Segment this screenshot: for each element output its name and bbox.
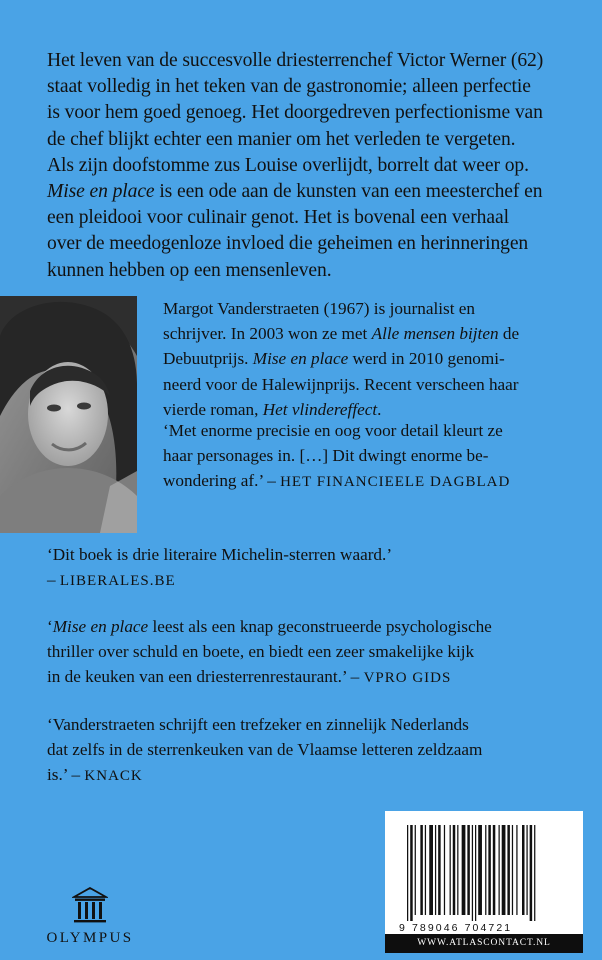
back-cover-blurb xyxy=(47,48,582,284)
barcode-bar xyxy=(534,825,535,921)
isbn-digits: 9 789046 704721 xyxy=(399,922,513,934)
bio-text: schrijver. In 2003 won ze met xyxy=(163,324,372,344)
quote-text: is.’ – xyxy=(47,765,85,785)
barcode-bar xyxy=(526,825,527,915)
quote-text: ‘ xyxy=(47,617,53,636)
book-title: Mise en place xyxy=(52,617,149,636)
quote-line xyxy=(163,468,583,495)
quote-text: wondering af.’ – xyxy=(163,471,281,491)
barcode-bar xyxy=(516,825,517,915)
bio-line xyxy=(163,321,583,346)
book-title: Alle mensen bijten xyxy=(371,324,499,344)
quote-line xyxy=(47,614,582,639)
barcode-bar xyxy=(475,825,476,921)
blurb-line: staat volledig in het teken van de gastronomie; alleen perfectie xyxy=(47,76,531,98)
blurb-line xyxy=(47,179,582,205)
quote-line: ‘Vanderstraeten schrijft een trefzeker en zinnelijk Nederlands xyxy=(47,715,469,734)
quote-source: VPRO GIDS xyxy=(363,670,452,687)
bio-text: Debuutprijs. xyxy=(163,349,253,369)
quote-line: thriller over schuld en boete, en biedt een zeer smakelijke kijk xyxy=(47,642,475,662)
review-quote xyxy=(47,614,582,692)
quote-line xyxy=(47,664,582,691)
barcode-bar xyxy=(410,825,413,921)
barcode-bar xyxy=(429,825,433,915)
barcode-bar xyxy=(493,825,496,915)
publisher-logo xyxy=(34,887,146,947)
bio-line: Margot Vanderstraeten (1967) is journalist en xyxy=(163,299,476,318)
author-photo xyxy=(0,296,137,533)
blurb-line: de chef blijkt echter een manier om het verleden te vergeten. xyxy=(47,128,516,150)
barcode-bar xyxy=(485,825,486,915)
bio-text: vierde roman, xyxy=(163,399,263,419)
barcode-bar xyxy=(478,825,482,915)
book-title: Mise en place xyxy=(252,349,349,369)
barcode-bars xyxy=(405,825,563,923)
barcode-bar xyxy=(444,825,445,915)
barcode-bar xyxy=(488,825,491,915)
book-title: Mise en place xyxy=(47,181,155,203)
blurb-line: Het leven van de succesvolle driesterrenchef Victor Werner (62) xyxy=(47,50,544,71)
bio-text: werd in 2010 genomi- xyxy=(348,349,505,369)
review-quote xyxy=(163,418,583,496)
barcode-bar xyxy=(425,825,426,915)
publisher-name: OLYMPUS xyxy=(46,930,134,946)
quote-line xyxy=(47,762,582,789)
blurb-line: een pleidooi voor culinair genot. Het is bovenal een verhaal xyxy=(47,207,509,229)
review-quote xyxy=(47,712,582,790)
blurb-line: over de meedogenloze invloed die geheimen en herinneringen xyxy=(47,233,529,255)
bio-text: de xyxy=(498,324,520,344)
quote-line: haar personages in. […] Dit dwingt enorme be- xyxy=(163,446,489,466)
blurb-line: is voor hem goed genoeg. Het doorgedreven perfectionisme van xyxy=(47,102,543,124)
book-title: Het vlindereffect xyxy=(262,399,378,419)
barcode-bar xyxy=(407,825,408,921)
barcode-bar xyxy=(499,825,500,915)
barcode-bar xyxy=(438,825,441,915)
temple-icon xyxy=(72,887,108,925)
barcode-bar xyxy=(415,825,416,915)
quote-line: ‘Dit boek is drie literaire Michelin-sterren waard.’ xyxy=(47,545,393,564)
quote-text: in de keuken van een driesterrenrestaurant.’ – xyxy=(47,667,364,687)
barcode xyxy=(385,811,583,953)
barcode-bar xyxy=(530,825,533,921)
bio-line xyxy=(163,346,583,371)
quote-line xyxy=(47,567,582,594)
quote-line: ‘Met enorme precisie en oog voor detail kleurt ze xyxy=(163,421,503,440)
author-portrait xyxy=(0,296,137,533)
blurb-line-rest: is een ode aan de kunsten van een meesterchef en xyxy=(154,181,543,203)
quote-text: – xyxy=(47,570,60,590)
quote-text: leest als een knap geconstrueerde psychologische xyxy=(148,617,492,636)
quote-line: dat zelfs in de sterrenkeuken van de Vlaamse letteren zeldzaam xyxy=(47,740,483,760)
barcode-bar xyxy=(457,825,458,915)
barcode-bar xyxy=(522,825,525,915)
blurb-line: kunnen hebben op een mensenleven. xyxy=(47,259,332,281)
author-bio xyxy=(163,296,583,422)
barcode-bar xyxy=(420,825,423,915)
barcode-bar xyxy=(467,825,470,915)
barcode-bar xyxy=(507,825,510,915)
barcode-bar xyxy=(462,825,466,915)
barcode-bar xyxy=(453,825,456,915)
barcode-bar xyxy=(502,825,506,915)
review-quote xyxy=(47,542,582,594)
blurb-line: Als zijn doofstomme zus Louise overlijdt, borrelt dat weer op. xyxy=(47,154,529,176)
barcode-bar xyxy=(472,825,473,921)
bio-text: . xyxy=(377,399,382,419)
quote-source: LIBERALES.BE xyxy=(59,573,176,590)
bio-line: neerd voor de Halewijnprijs. Recent verscheen haar xyxy=(163,374,519,394)
barcode-bar xyxy=(512,825,513,915)
quote-source: HET FINANCIEELE DAGBLAD xyxy=(280,474,511,491)
barcode-bar xyxy=(450,825,451,915)
publisher-url: WWW.ATLASCONTACT.NL xyxy=(385,934,583,953)
barcode-bar xyxy=(435,825,436,915)
quote-source: KNACK xyxy=(84,768,143,785)
